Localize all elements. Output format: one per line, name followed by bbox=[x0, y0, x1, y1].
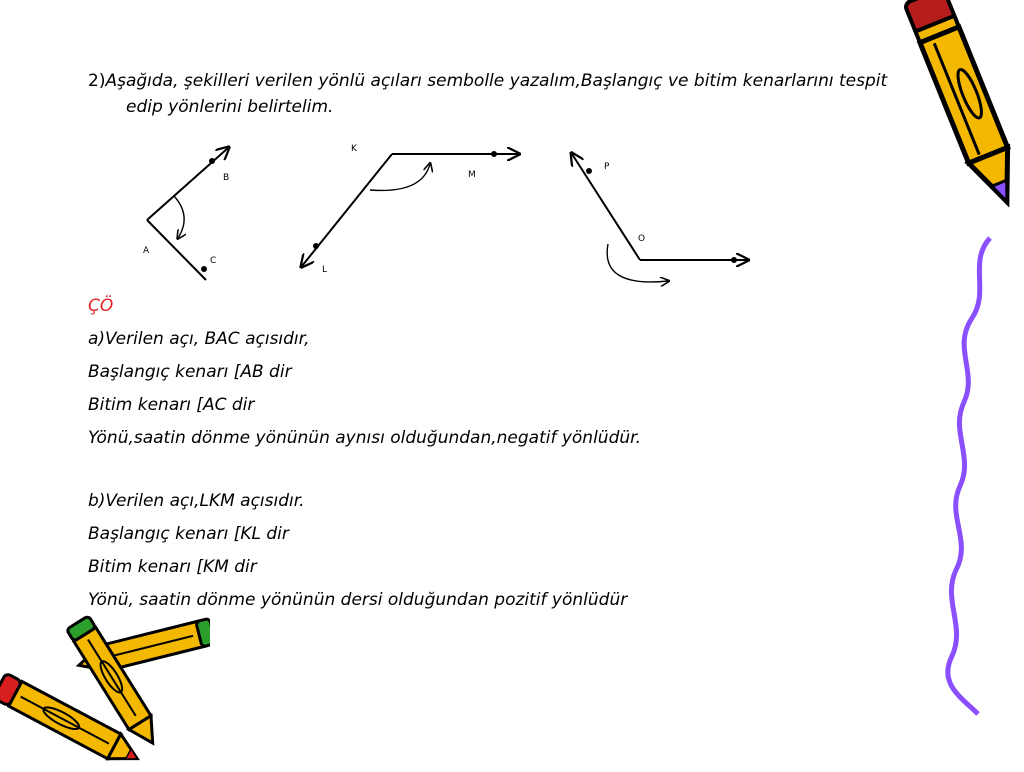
solution-heading: ÇÖ bbox=[88, 296, 114, 316]
point-c bbox=[201, 266, 207, 272]
label-o: O bbox=[638, 234, 646, 244]
label-k: K bbox=[351, 144, 357, 154]
angle-figures-svg bbox=[130, 138, 770, 290]
spacer bbox=[88, 455, 908, 485]
part-a-line-3: Bitim kenarı [AC dir bbox=[88, 395, 255, 415]
angle-lkm-figure bbox=[302, 144, 518, 275]
angle-lkm-direction-arrow bbox=[370, 164, 430, 190]
solution-block bbox=[88, 290, 908, 617]
angle-pom-direction-arrow bbox=[607, 244, 668, 282]
crossed-pencils-icon bbox=[0, 615, 210, 765]
point-m bbox=[491, 151, 497, 157]
label-c: C bbox=[210, 256, 217, 266]
angle-bac-figure bbox=[143, 148, 229, 280]
point-right bbox=[731, 257, 737, 263]
part-a-line-2: Başlangıç kenarı [AB dir bbox=[88, 362, 292, 382]
ray-ab bbox=[147, 148, 228, 220]
ray-ac bbox=[147, 220, 206, 280]
part-b-line-3: Bitim kenarı [KM dir bbox=[88, 557, 257, 577]
point-l bbox=[313, 243, 319, 249]
pencil-wavy-line-icon bbox=[948, 238, 990, 714]
part-b-line-2: Başlangıç kenarı [KL dir bbox=[88, 524, 289, 544]
pencil-right-icon bbox=[840, 0, 1020, 768]
angle-pom-figure bbox=[572, 154, 747, 282]
ray-kl bbox=[302, 154, 392, 266]
label-b: B bbox=[223, 173, 230, 183]
part-b-line-4: Yönü, saatin dönme yönünün dersi olduğundan pozitif yönlüdür bbox=[88, 590, 628, 610]
label-p: P bbox=[604, 162, 610, 172]
label-l: L bbox=[322, 265, 328, 275]
part-a-line-1: a)Verilen açı, BAC açısıdır, bbox=[88, 329, 310, 349]
part-a-line-4: Yönü,saatin dönme yönünün aynısı olduğundan,negatif yönlüdür. bbox=[88, 428, 641, 448]
label-m: M bbox=[468, 170, 476, 180]
question-text bbox=[88, 68, 926, 120]
part-b-line-1: b)Verilen açı,LKM açısıdır. bbox=[88, 491, 305, 511]
point-b bbox=[209, 158, 215, 164]
question-number: 2) bbox=[88, 71, 106, 91]
label-a: A bbox=[143, 246, 150, 256]
question-body: Aşağıda, şekilleri verilen yönlü açıları sembolle yazalım,Başlangıç ve bitim kenarlarını tespit edip yönlerini belirtelim. bbox=[105, 71, 888, 117]
point-p bbox=[586, 168, 592, 174]
angle-bac-direction-arrow bbox=[174, 196, 184, 238]
angle-figures bbox=[130, 138, 770, 290]
